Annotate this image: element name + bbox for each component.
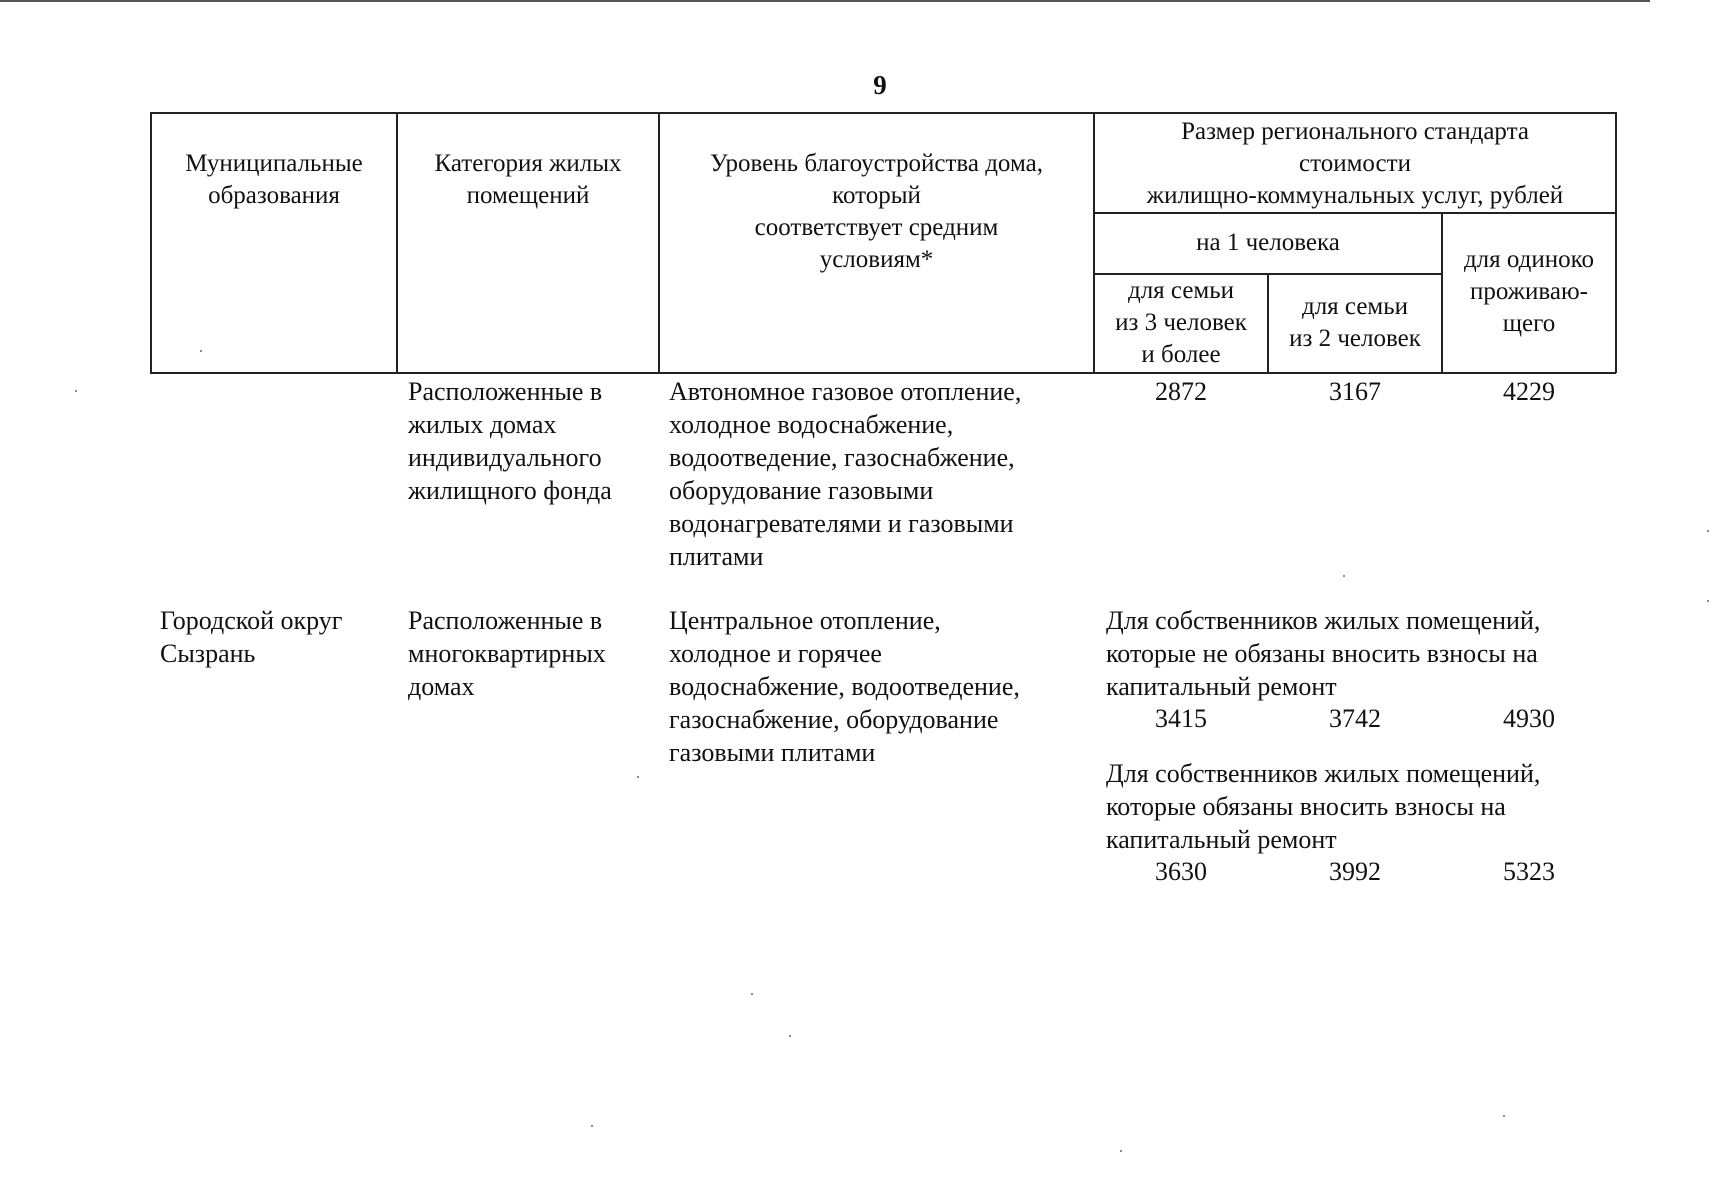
header-family3: для семьи из 3 человек и более xyxy=(1115,277,1247,368)
page-number: 9 xyxy=(873,70,887,100)
row2-category: Расположенные в многоквартирных домах xyxy=(408,606,606,701)
row1-level: Автономное газовое отопление, холодное водоснабжение, водоотведение, газоснабжение, оборудование газовыми водонагревателями и газовыми плитами xyxy=(669,377,1022,571)
row2-group1-label: Для собственников жилых помещений, которые не обязаны вносить взносы на капитальный ремонт xyxy=(1106,606,1541,701)
row2-level: Центральное отопление, холодное и горячее водоснабжение, водоотведение, газоснабжение, оборудование газовыми плитами xyxy=(669,606,1020,767)
row2-group2-value-single: 5323 xyxy=(1503,857,1555,886)
row2-municipal: Городской округ Сызрань xyxy=(160,606,343,668)
row2-group2-label: Для собственников жилых помещений, которые обязаны вносить взносы на капитальный ремонт xyxy=(1106,759,1541,854)
scan-top-edge xyxy=(0,0,1650,2)
header-family2: для семьи из 2 человек xyxy=(1289,293,1421,352)
row1-value-family2: 3167 xyxy=(1329,377,1381,406)
header-single: для одиноко проживаю- щего xyxy=(1463,246,1595,337)
row2-group1-value-family3: 3415 xyxy=(1155,704,1207,733)
row2-group1-value-single: 4930 xyxy=(1503,704,1555,733)
row2-group2-value-family3: 3630 xyxy=(1155,857,1207,886)
header-per-person: на 1 человека xyxy=(1196,229,1340,256)
row2-group2-value-family2: 3992 xyxy=(1329,857,1381,886)
header-municipal: Муниципальные образования xyxy=(185,150,363,209)
header-standard: Размер регионального стандарта стоимости жилищно-коммунальных услуг, рублей xyxy=(1146,118,1564,209)
header-category: Категория жилых помещений xyxy=(434,150,622,209)
row2-group1-value-family2: 3742 xyxy=(1329,704,1381,733)
row1-category: Расположенные в жилых домах индивидуального жилищного фонда xyxy=(408,377,612,505)
row1-value-family3: 2872 xyxy=(1155,377,1207,406)
row1-value-single: 4229 xyxy=(1503,377,1555,406)
header-level: Уровень благоустройства дома, который соответствует средним условиям* xyxy=(710,150,1043,273)
